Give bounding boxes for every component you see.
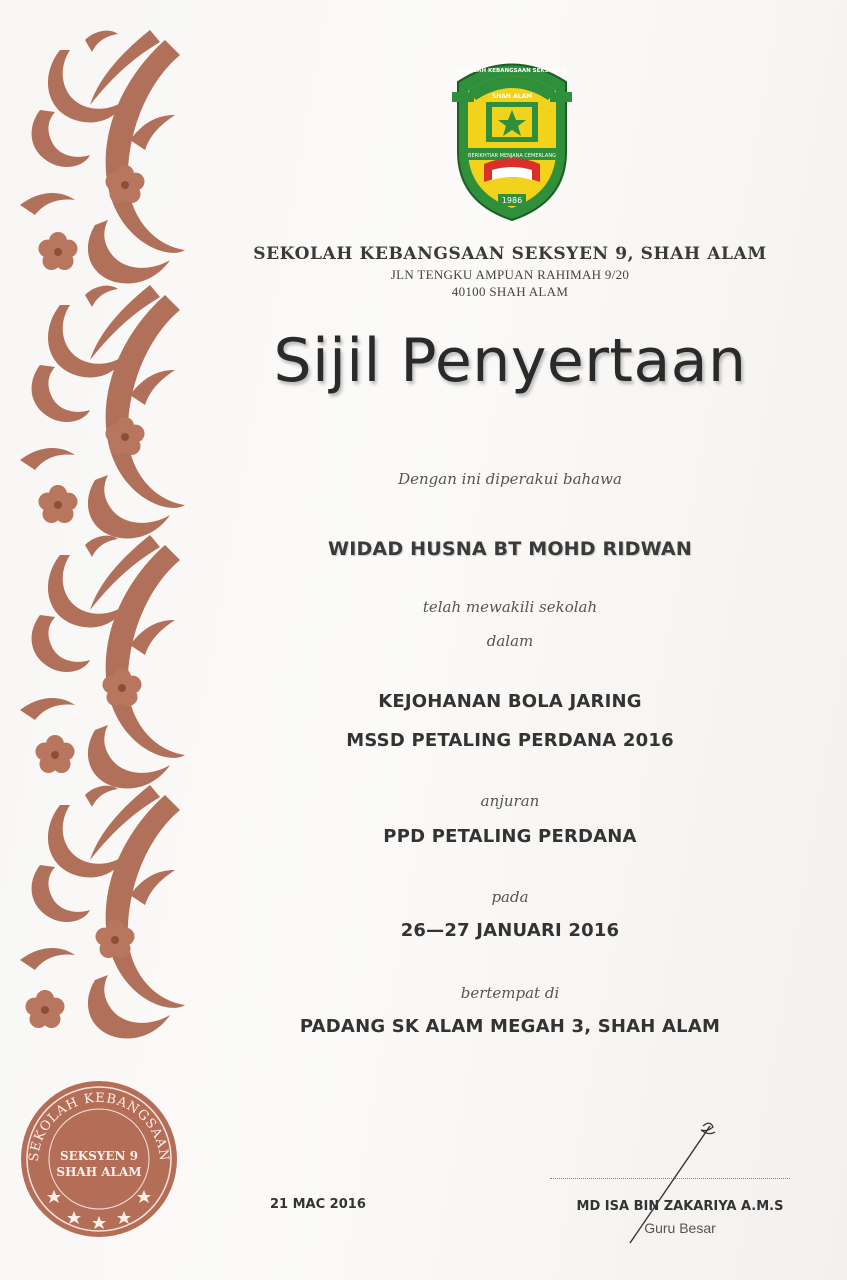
seal-arc-text: SEKOLAH KEBANGSAAN (26, 1090, 172, 1163)
organizer: PPD PETALING PERDANA (383, 826, 637, 847)
issue-date: 21 MAC 2016 (270, 1197, 366, 1212)
event-line1: KEJOHANAN BOLA JARING (378, 691, 642, 712)
organizer-label: anjuran (480, 792, 540, 810)
date-label: pada (491, 888, 529, 906)
represent-text: telah mewakili sekolah (422, 598, 598, 616)
floral-border-ornament (0, 0, 200, 1060)
crest-top-text: SEKOLAH KEBANGSAAN SEKSYEN 9 (457, 68, 567, 74)
recipient-name: WIDAD HUSNA BT MOHD RIDWAN (328, 538, 692, 560)
event-date: 26—27 JANUARI 2016 (400, 920, 620, 941)
seal-line1: SEKSYEN 9 (59, 1149, 139, 1163)
school-name: SEKOLAH KEBANGSAAN SEKSYEN 9, SHAH ALAM (253, 244, 767, 264)
signatory-title: Guru Besar (644, 1220, 716, 1236)
venue-label: bertempat di (460, 984, 560, 1002)
school-seal-stamp (8, 1068, 190, 1250)
school-crest-logo (448, 52, 576, 222)
venue: PADANG SK ALAM MEGAH 3, SHAH ALAM (299, 1016, 721, 1037)
certificate-title: Sijil Penyertaan (273, 326, 747, 396)
crest-year: 1986 (501, 196, 523, 205)
school-address-line2: 40100 SHAH ALAM (451, 284, 569, 299)
crest-motto: BERIKHTIAR MENJANA CEMERLANG (468, 153, 556, 159)
signatory-name: MD ISA BIN ZAKARIYA A.M.S (576, 1199, 784, 1214)
intro-text: Dengan ini diperakui bahawa (398, 470, 622, 488)
crest-banner: SHAH ALAM (491, 93, 533, 100)
in-label: dalam (486, 632, 534, 650)
event-line2: MSSD PETALING PERDANA 2016 (346, 730, 674, 751)
seal-line2: SHAH ALAM (56, 1165, 142, 1179)
school-address-line1: JLN TENGKU AMPUAN RAHIMAH 9/20 (390, 267, 630, 282)
ornament-swirls (20, 30, 185, 1038)
